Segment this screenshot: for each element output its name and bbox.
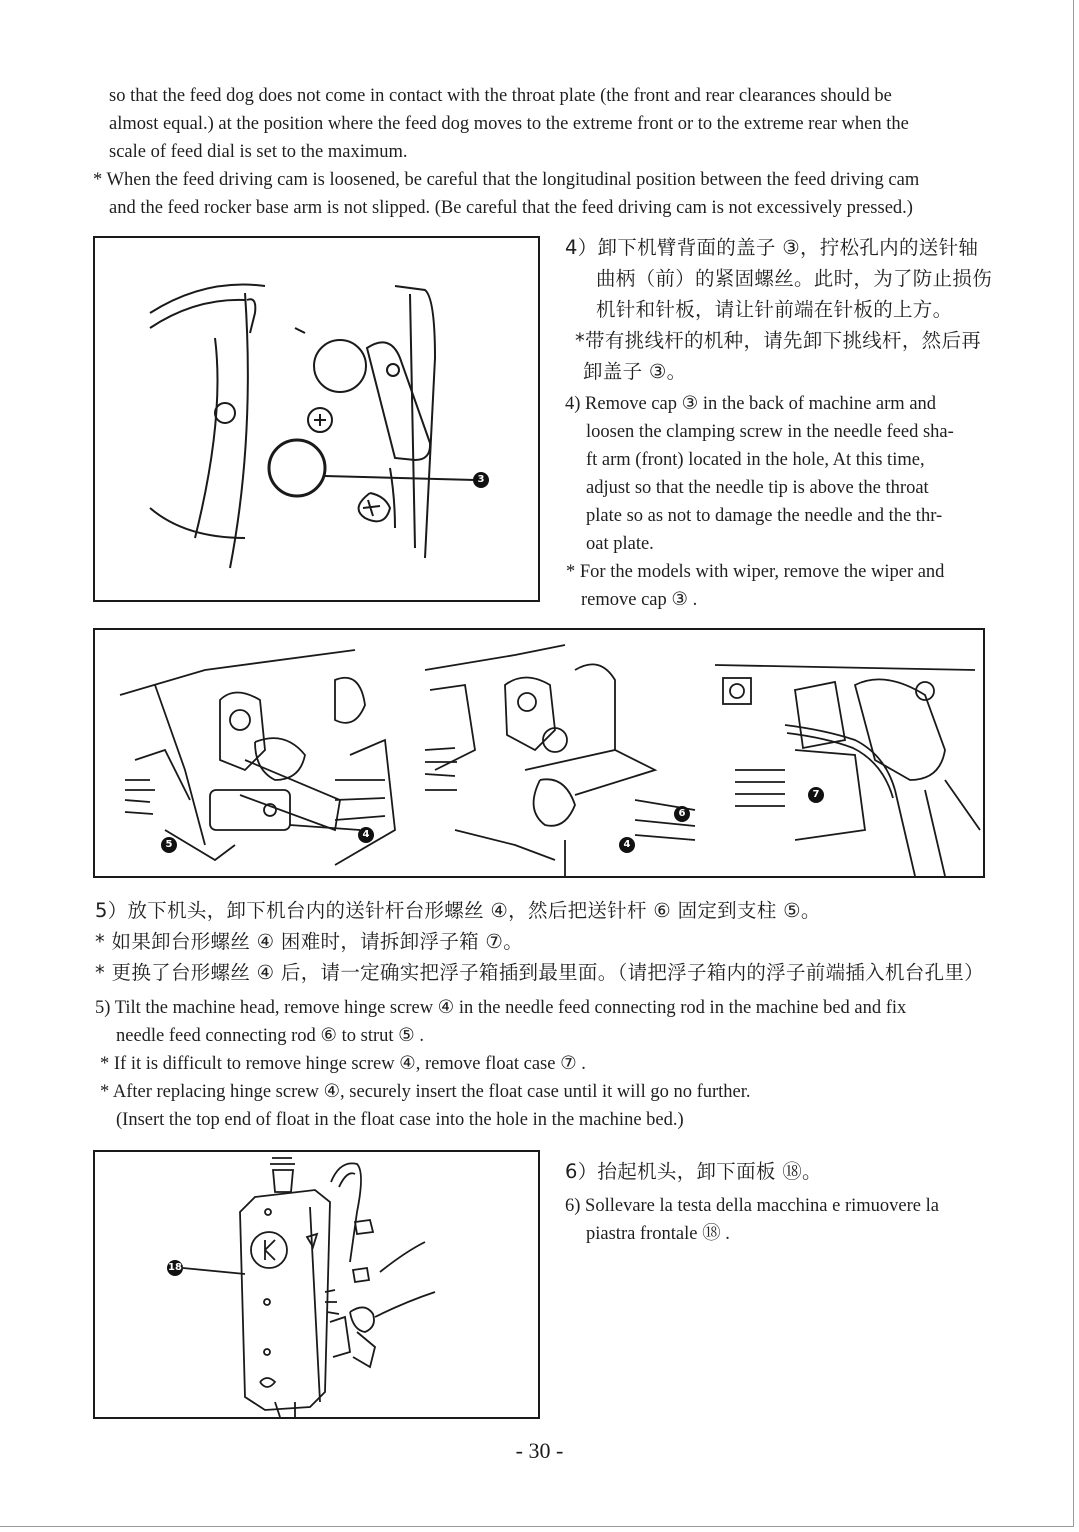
step5-zh-note-2: * 更换了台形螺丝 ④ 后，请一定确实把浮子箱插到最里面。（请把浮子箱内的浮子前端插入机台孔里） (95, 961, 984, 984)
figure-face-plate (93, 1150, 540, 1419)
callout-3: 3 (473, 472, 489, 488)
step5-en-note-3: (Insert the top end of float in the float case into the hole in the machine bed.) (116, 1110, 684, 1130)
step5-en-note-1: * If it is difficult to remove hinge screw ④, remove float case ⑦ . (100, 1054, 586, 1074)
step4-en-line-1: 4) Remove cap ③ in the back of machine arm and (565, 394, 937, 414)
callout-6: 6 (674, 806, 690, 822)
intro-line-3: scale of feed dial is set to the maximum. (109, 142, 408, 162)
page-number: - 30 - (515, 1438, 564, 1463)
step5-en-line-2: needle feed connecting rod ⑥ to strut ⑤ . (116, 1026, 425, 1046)
step4-zh-line-2: 曲柄（前）的紧固螺丝。此时，为了防止损伤 (596, 267, 993, 290)
figure-bed-mechanism (93, 628, 985, 878)
step4-zh-line-1: 4）卸下机臂背面的盖子 ③，拧松孔内的送针轴 (565, 236, 979, 259)
step4-en-line-4: adjust so that the needle tip is above the throat (586, 478, 929, 498)
step4-zh-note-2: 卸盖子 ③。 (583, 360, 687, 383)
callout-18: 18 (167, 1260, 183, 1276)
step4-en-line-6: oat plate. (586, 534, 654, 554)
step4-en-line-5: plate so as not to damage the needle and the thr- (586, 506, 943, 526)
arm-back-illustration (95, 238, 538, 600)
step4-zh-note-1: *带有挑线杆的机种，请先卸下挑线杆，然后再 (575, 329, 982, 352)
intro-line-1: so that the feed dog does not come in contact with the throat plate (the front and rear clearances should be (109, 86, 892, 106)
step5-en-note-2: * After replacing hinge screw ④, securely insert the float case until it will go no further. (100, 1082, 751, 1102)
callout-4-middle: 4 (619, 837, 635, 853)
step4-zh-line-3: 机针和针板，请让针前端在针板的上方。 (596, 298, 953, 321)
step5-en-line-1: 5) Tilt the machine head, remove hinge screw ④ in the needle feed connecting rod in the machine bed and fix (95, 998, 907, 1018)
callout-5: 5 (161, 837, 177, 853)
step5-zh-line-1: 5）放下机头，卸下机台内的送针杆台形螺丝 ④，然后把送针杆 ⑥ 固定到支柱 ⑤。 (95, 899, 821, 922)
intro-line-2: almost equal.) at the position where the feed dog moves to the extreme front or to the extreme rear when the (109, 114, 909, 134)
step5-zh-note-1: * 如果卸台形螺丝 ④ 困难时，请拆卸浮子箱 ⑦。 (95, 930, 524, 953)
face-plate-illustration (95, 1152, 538, 1417)
figure-arm-back-cap (93, 236, 540, 602)
step6-en-line-1: 6) Sollevare la testa della macchina e rimuovere la (565, 1196, 939, 1216)
step6-zh-line-1: 6）抬起机头，卸下面板 ⑱。 (565, 1160, 822, 1183)
intro-note-line-1: * When the feed driving cam is loosened, be careful that the longitudinal position between the feed driving cam (93, 170, 920, 190)
step4-en-note-2: remove cap ③ . (581, 590, 698, 610)
step6-en-line-2: piastra frontale ⑱ . (586, 1224, 730, 1244)
callout-4-left: 4 (358, 827, 374, 843)
intro-note-line-2: and the feed rocker base arm is not slipped. (Be careful that the feed driving cam is not excessively pressed.) (109, 198, 913, 218)
step4-en-line-3: ft arm (front) located in the hole, At this time, (586, 450, 925, 470)
step4-en-line-2: loosen the clamping screw in the needle feed sha- (586, 422, 954, 442)
bed-mechanism-illustration (95, 630, 983, 876)
callout-7: 7 (808, 787, 824, 803)
step4-en-note-1: * For the models with wiper, remove the wiper and (566, 562, 945, 582)
